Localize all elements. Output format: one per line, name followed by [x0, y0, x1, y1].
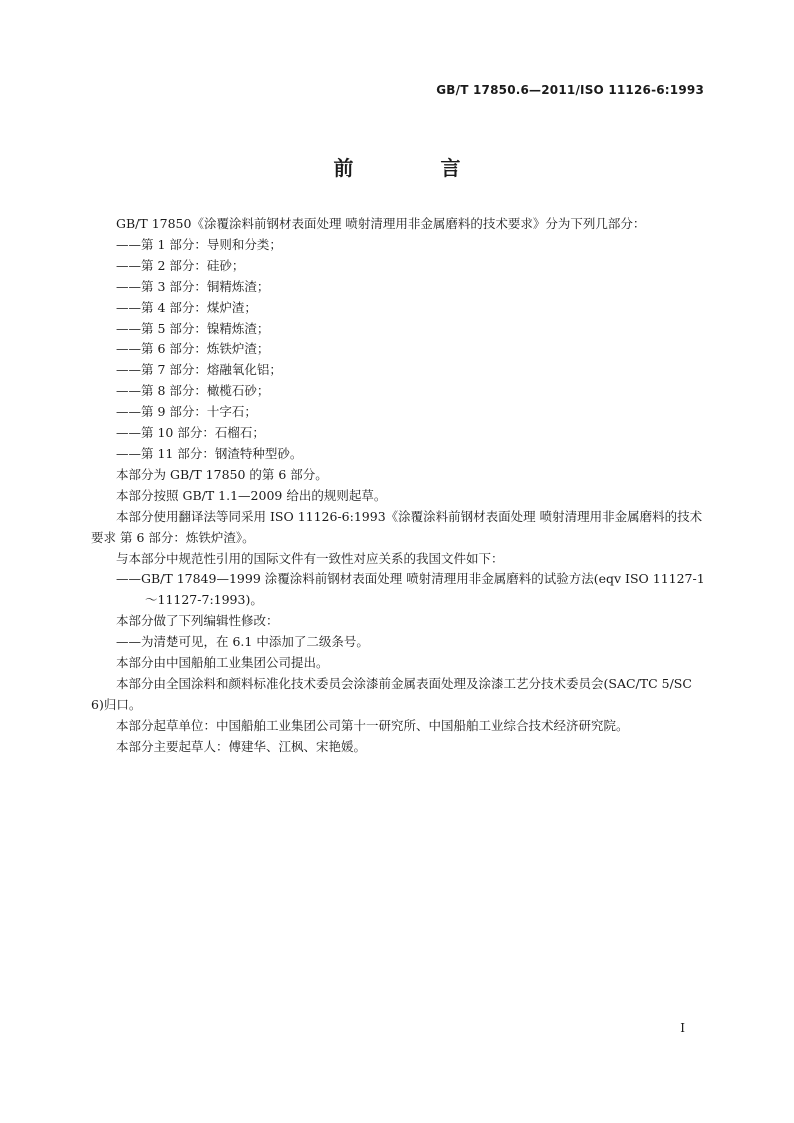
part-list-item: ——第 10 部分：石榴石； — [116, 425, 265, 441]
part-list-item: ——第 6 部分：炼铁炉渣； — [116, 341, 270, 357]
part-list-item: ——第 4 部分：煤炉渣； — [116, 299, 257, 315]
reference-list-item: ——GB/T 17849—1999 涂覆涂料前钢材表面处理 喷射清理用非金属磨料的试验方法(eqv ISO 11127-1～11127-7:1993)。 — [116, 571, 705, 608]
part-list-item: ——第 3 部分：铜精炼渣； — [116, 278, 270, 294]
part-list-item: ——第 8 部分：橄榄石砂； — [116, 383, 270, 399]
paragraph-normative-references: 与本部分中规范性引用的国际文件有一致性对应关系的我国文件如下： — [116, 550, 504, 566]
paragraph-part-number: 本部分为 GB/T 17850 的第 6 部分。 — [116, 466, 328, 482]
standard-code-header: GB/T 17850.6—2011/ISO 11126-6:1993 — [436, 83, 704, 97]
page-number: I — [680, 1021, 685, 1035]
intro-paragraph: GB/T 17850《涂覆涂料前钢材表面处理 喷射清理用非金属磨料的技术要求》分为下列几部分： — [116, 216, 646, 231]
paragraph-proposed-by: 本部分由中国船舶工业集团公司提出。 — [116, 655, 329, 671]
editorial-change-item: ——为清楚可见，在 6.1 中添加了二级条号。 — [116, 634, 369, 650]
paragraph-drafters: 本部分主要起草人：傅建华、江枫、宋艳媛。 — [116, 738, 367, 754]
paragraph-drafting-rules: 本部分按照 GB/T 1.1—2009 给出的规则起草。 — [116, 487, 387, 503]
page-title: 前 言 — [333, 156, 501, 180]
part-list-item: ——第 2 部分：硅砂； — [116, 257, 245, 273]
paragraph-editorial-changes: 本部分做了下列编辑性修改： — [116, 613, 279, 629]
part-list-item: ——第 5 部分：镍精炼渣； — [116, 320, 270, 336]
part-list-item: ——第 9 部分：十字石； — [116, 404, 257, 420]
foreword-body — [91, 214, 705, 758]
part-list-item: ——第 1 部分：导则和分类； — [116, 236, 282, 252]
paragraph-adoption: 本部分使用翻译法等同采用 ISO 11126-6:1993《涂覆涂料前钢材表面处理 喷射清理用非金属磨料的技术要求 第 6 部分：炼铁炉渣》。 — [91, 508, 703, 545]
paragraph-governed-by: 本部分由全国涂料和颜料标准化技术委员会涂漆前金属表面处理及涂漆工艺分技术委员会(SAC/TC 5/SC 6)归口。 — [91, 675, 692, 712]
part-list-item: ——第 7 部分：熔融氧化铝； — [116, 362, 282, 378]
part-list-item: ——第 11 部分：钢渣特种型砂。 — [116, 445, 303, 461]
paragraph-drafting-units: 本部分起草单位：中国船舶工业集团公司第十一研究所、中国船舶工业综合技术经济研究院。 — [116, 717, 629, 733]
